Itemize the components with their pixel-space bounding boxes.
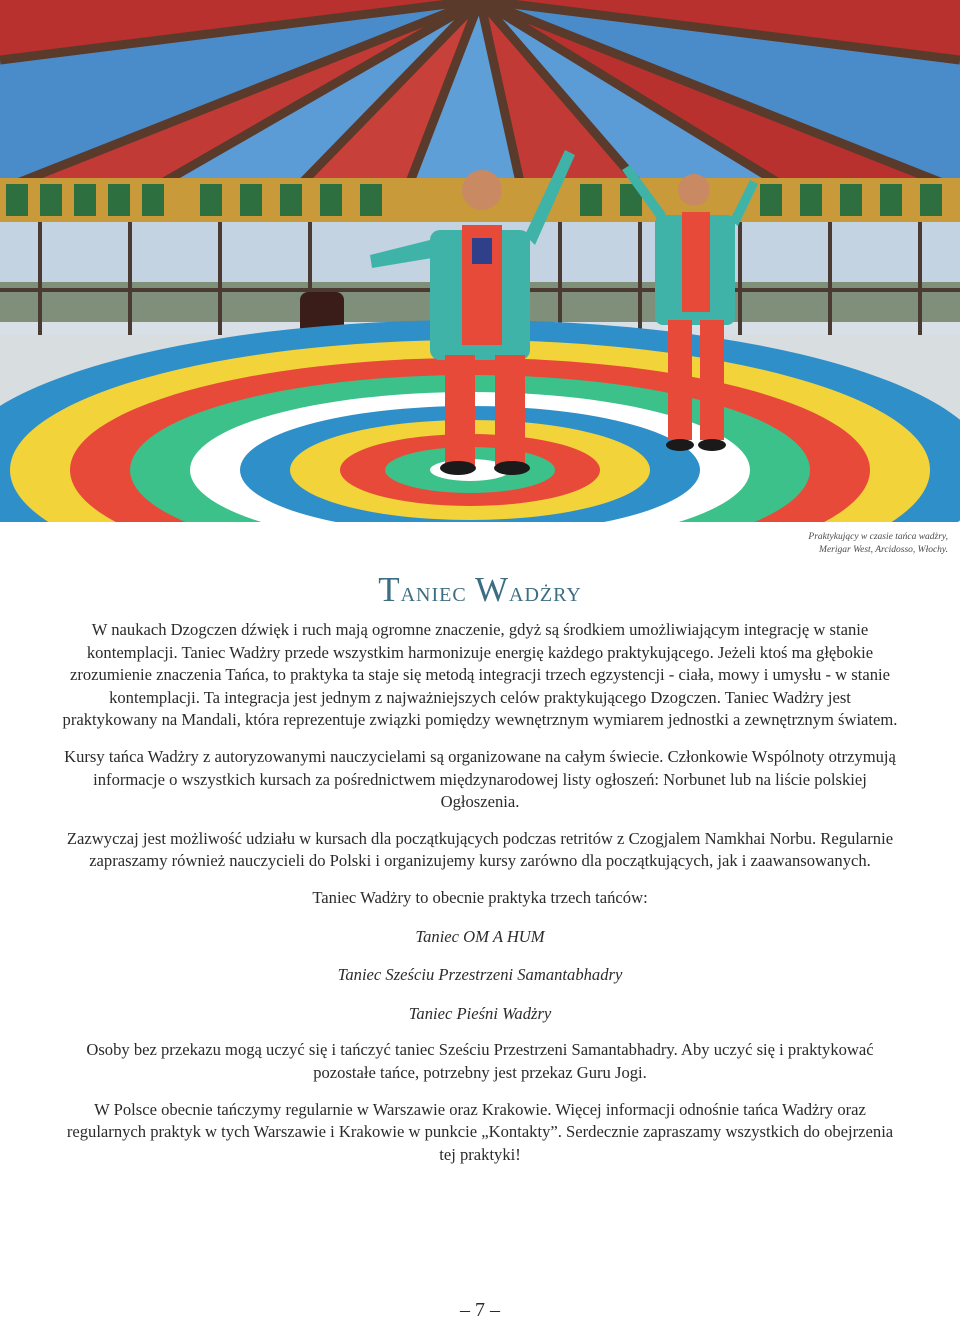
paragraph-transmission: Osoby bez przekazu mogą uczyć się i tańczyć taniec Sześciu Przestrzeni Samantabhadry. Aby uczyć się i praktykować pozostałe tańce, potrzebny jest przekaz Guru Jogi. — [86, 1040, 874, 1082]
title-initial-1: T — [378, 570, 401, 609]
dance-item-2: Taniec Sześciu Przestrzeni Samantabhadry — [337, 965, 623, 985]
paragraph-poland: W Polsce obecnie tańczymy regularnie w Warszawie oraz Krakowie. Więcej informacji odnośnie tańca Wadżry oraz regularnych praktyk w tych Warszawie i Krakowie w punkcie „Kontakty”. Serdecznie zapraszamy wszystkich do obejrzenia tej praktyki! — [66, 1099, 894, 1164]
caption-line-1: Praktykujący w czasie tańca wadżry, — [808, 532, 948, 542]
paragraph-courses: Kursy tańca Wadżry z autoryzowanymi nauczycielami są organizowane na całym świecie. Członkowie Wspólnoty otrzymują informacje o wszystkich kursach za pośrednictwem międzynarodowej listy ogłoszeń: Norbunet lub na liście polskiej Ogłoszenia. — [64, 746, 896, 812]
paragraph-retreats: Zazwyczaj jest możliwość udziału w kursach dla początkujących podczas retritów z Czogjalem Namkhai Norbu. Regularnie zapraszamy również nauczycieli do Polski i organizujemy kursy zarówno dla początkujących, jak i zaawansowanych. — [66, 828, 894, 871]
dance-item-3: Taniec Pieśni Wadżry — [408, 1003, 552, 1023]
vajra-dance-photo — [0, 0, 960, 522]
page-number: – 7 – — [460, 1299, 500, 1321]
article-body — [60, 619, 900, 1166]
title-initial-2: W — [474, 570, 509, 609]
title-rest-1: aniec — [400, 576, 467, 608]
caption-line-2: Merigar West, Arcidosso, Włochy. — [819, 544, 948, 555]
title-rest-2: adżry — [509, 576, 582, 608]
photo-caption — [688, 531, 948, 556]
page-title — [0, 570, 960, 610]
paragraph-intro: W naukach Dzogczen dźwięk i ruch mają ogromne znaczenie, gdyż są środkiem umożliwiającym integrację w stanie kontemplacji. Taniec Wadżry przede wszystkim harmonizuje energię każdego praktykującego. Jeżeli ktoś ma głębokie zrozumienie znaczenia Tańca, to praktyka ta staje się metodą integracji trzech egzystencji - ciała, mowy i umysłu - w stanie kontemplacji. Ta integracja jest jednym z najważniejszych celów praktykującego Dzogczen. Taniec Wadżry jest praktykowany na Mandali, która reprezentuje związki pomiędzy wewnętrznym wymiarem jednostki a zewnętrznym światem. — [62, 620, 898, 730]
dance-item-1: Taniec OM A HUM — [415, 926, 545, 946]
paragraph-three-dances: Taniec Wadżry to obecnie praktyka trzech tańców: — [312, 887, 648, 907]
photo-vajra-dance-icon — [0, 0, 960, 522]
